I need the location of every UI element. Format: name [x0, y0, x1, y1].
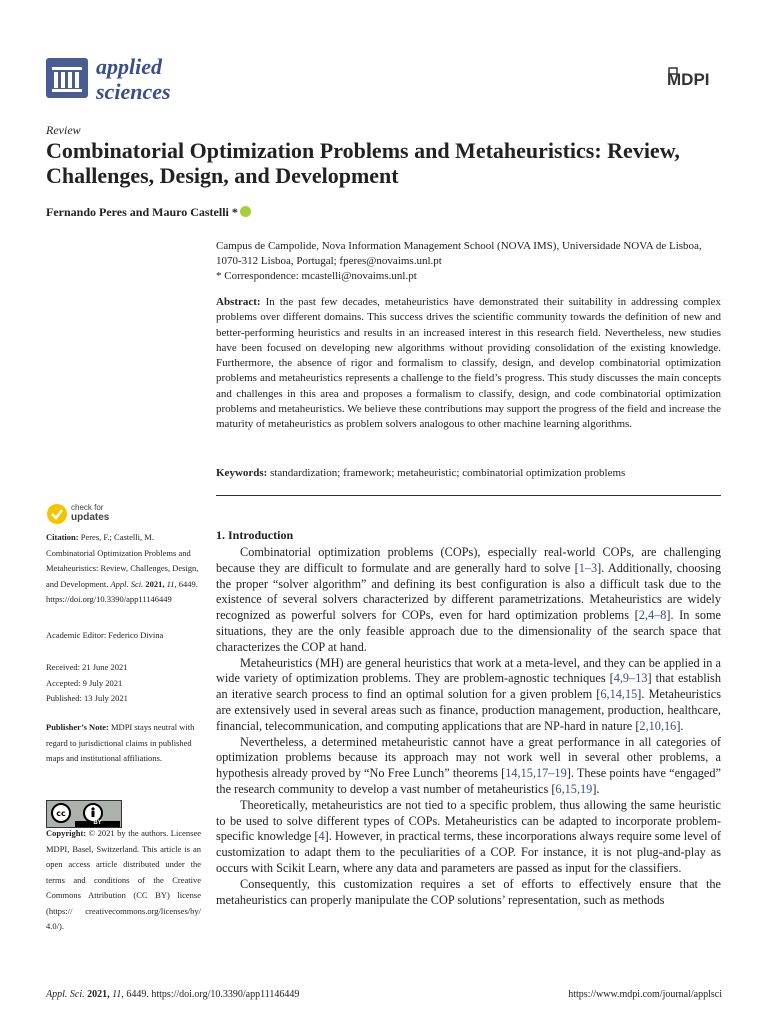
- check-updates-icon: [46, 503, 68, 525]
- citation-link[interactable]: 1–3: [578, 560, 598, 575]
- abstract: Abstract: In the past few decades, metaheuristics have demonstrated their suitability in addressing complex problems over different domains. This success drives the scientific community towards the definition of new and better-performing heuristics and results in an increased interest in this research field. Nevertheless, new studies have been focused on developing new algorithms without providing consolidation of the existing knowledge. Furthermore, the absence of rigor and formalism to classify, design, and develop combinatorial optimization problems and metaheuristics represents a challenge to the field’s progress. This study discusses the main concepts and challenges in this area and proposes a formalism to classify, design, and code combinatorial optimization problems and metaheuristics. We believe these contributions may support the progress of the field and increase the maturity of metaheuristics as problem solvers analogous to other machine learning algorithms.: [216, 296, 722, 431]
- keywords: Keywords: standardization; framework; metaheuristic; combinatorial optimization problems: [216, 467, 626, 479]
- paragraph: Metaheuristics (MH) are general heuristics that work at a meta-level, and they can be applied in a wide variety of optimization problems. They are problem-agnostic techniques [4,9–13] that establish an iterative search process to find an optimal solution for a given problem [6,14,15]. Metaheuristics are extensively used in several areas such as finance, production management, production, healthcare, financial, telecommunication, and computing applications that are NP-hard in nature [2,10,16].: [216, 655, 721, 733]
- paragraph: Theoretically, metaheuristics are not tied to a specific problem, thus allowing the same heuristic to be used to solve different types of COPs. Metaheuristics can be adapted to incorporate problem-specific knowledge [4]. However, in practical terms, these incorporations always require some level of customization to adapt them to the peculiarities of a COP. For instance, it is not plug-and-play as occurs with Scikit Learn, where any data and parameters are passed as input for the classifiers.: [216, 797, 722, 875]
- citation-link[interactable]: 14,15,17–19: [505, 766, 567, 781]
- cc-license-badge[interactable]: [46, 800, 122, 828]
- cc-by-label: BY: [93, 820, 102, 826]
- academic-editor: Academic Editor: Federico Divina: [46, 630, 164, 640]
- citation-link[interactable]: 4,9–13: [613, 671, 648, 686]
- affiliation: Campus de Campolide, Nova Information Management School (NOVA IMS), Universidade NOVA de Lisboa, 1070-312 Lisboa, Portugal; fperes@novaims.unl.pt * Correspondence: mcastelli@novaims.unl.pt: [216, 240, 702, 282]
- journal-url[interactable]: https://www.mdpi.com/journal/applsci: [568, 989, 722, 1000]
- journal-name: applied sciences: [96, 54, 171, 104]
- citation-link[interactable]: 6,14,15: [600, 687, 638, 702]
- paragraph: Consequently, this customization requires a set of efforts to effectively ensure that the metaheuristics can properly manipulate the COP solutions’ representation, such as methods: [216, 876, 721, 907]
- publisher-note: Publisher’s Note: MDPI stays neutral with regard to jurisdictional claims in published maps and institutional affiliations.: [46, 722, 195, 763]
- citation-link[interactable]: 2,10,16: [639, 718, 677, 733]
- citation-link[interactable]: 6,15,19: [555, 781, 593, 796]
- citation-link[interactable]: 4: [318, 829, 325, 844]
- paper-title: Combinatorial Optimization Problems and Metaheuristics: Review, Challenges, Design, and Development: [46, 138, 680, 188]
- authors: Fernando Peres and Mauro Castelli *: [46, 205, 251, 220]
- paragraph: Combinatorial optimization problems (COPs), especially real-world COPs, are challenging because they are difficult to formulate and are generally hard to solve [1–3]. Additionally, choosing the proper “solver algorithm” and defining its best configuration is also a difficult task due to the existence of several solvers characterized by different parametrizations. Metaheuristics are widely recognized as powerful solvers for COPs, even for hard optimization problems [2,4–8]. In some situations, they are the only feasible approach due to the dimensionality of the search space that characterizes the COP at hand.: [216, 545, 721, 654]
- copyright-block: Copyright: © 2021 by the authors. Licensee MDPI, Basel, Switzerland. This article is an open access article distributed under the terms and conditions of the Creative Commons Attribution (CC BY) license (https:// creativecommons.org/licenses/by/ 4.0/).: [46, 828, 201, 931]
- introduction-text: [216, 545, 721, 908]
- section-heading: 1. Introduction: [216, 528, 294, 542]
- svg-text:cc: cc: [56, 809, 66, 818]
- page-footer: Appl. Sci. 2021, 11, 6449. https://doi.org/10.3390/app11146449 https://www.mdpi.com/journal/applsci: [46, 989, 722, 1000]
- journal-logo-icon: [46, 58, 88, 98]
- citation-block: Citation: Peres, F.; Castelli, M. Combinatorial Optimization Problems and Metaheuristics: Review, Challenges, Design, and Development. Appl. Sci. 2021, 11, 6449. https://doi.org/10.3390/app11146449: [46, 532, 199, 604]
- orcid-icon[interactable]: [240, 206, 251, 217]
- citation-link[interactable]: 2,4–8: [638, 608, 667, 623]
- paragraph: Nevertheless, a determined metaheuristic cannot have a great performance in all categories of optimization problems because its approach may not work well in several other problems, a hypothesis already proved by “No Free Lunch” theorems [14,15,17–19]. These points have “engaged” the research community to develop a vast number of metaheuristics [6,15,19].: [216, 734, 721, 796]
- divider: [216, 495, 721, 496]
- mdpi-logo: MDPI: [665, 66, 721, 92]
- dates-block: Received: 21 June 2021 Accepted: 9 July 2021 Published: 13 July 2021: [46, 662, 128, 703]
- article-type: Review: [46, 123, 81, 137]
